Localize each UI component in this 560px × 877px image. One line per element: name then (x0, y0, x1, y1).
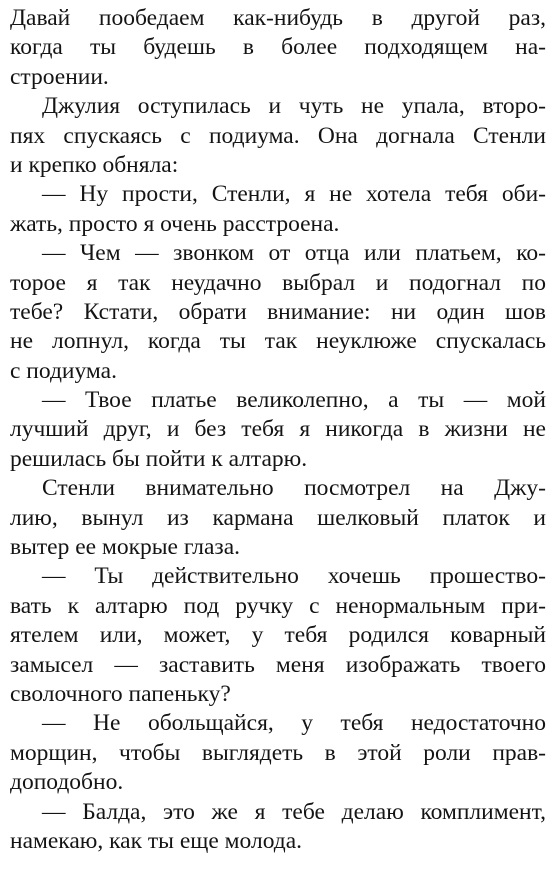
text-line: доподобно. (10, 769, 124, 796)
text-line: — Чем — звонком от отца или платьем, ко- (42, 240, 546, 267)
text-line: вытер ее мокрые глаза. (10, 534, 241, 561)
paragraph-9 (10, 798, 546, 857)
text-line: лучший друг, и без тебя я никогда в жизни не (10, 416, 546, 443)
paragraph-7 (10, 562, 546, 709)
text-line: строении. (10, 63, 109, 90)
paragraph-6 (10, 474, 546, 562)
text-line: — Не обольщайся, у тебя недостаточно (42, 710, 546, 737)
text-line: — Ты действительно хочешь прошество- (42, 563, 546, 590)
text-line: лию, вынул из кармана шелковый платок и (10, 504, 546, 531)
text-line: намекаю, как ты еще молода. (10, 827, 303, 854)
text-line: и крепко обняла: (10, 151, 179, 178)
text-line: — Ну прости, Стенли, я не хотела тебя оби- (42, 181, 546, 208)
text-line: — Твое платье великолепно, а ты — мой (42, 387, 546, 414)
text-line: Джулия оступилась и чуть не упала, второ- (42, 93, 546, 120)
paragraph-5 (10, 386, 546, 474)
paragraph-8 (10, 709, 546, 797)
paragraph-1 (10, 4, 546, 92)
text-line: — Балда, это же я тебе делаю комплимент, (42, 798, 546, 825)
text-line: вать к алтарю под ручку с ненормальным при- (10, 592, 546, 619)
text-line: торое я так неудачно выбрал и подогнал по (10, 269, 546, 296)
text-line: пях спускаясь с подиума. Она догнала Стенли (10, 122, 546, 149)
paragraph-2 (10, 92, 546, 180)
paragraph-3 (10, 180, 546, 239)
text-line: Стенли внимательно посмотрел на Джу- (42, 475, 546, 502)
text-line: Давай пообедаем как-нибудь в другой раз, (10, 5, 546, 31)
text-line: решилась бы пойти к алтарю. (10, 445, 308, 472)
text-line: не лопнул, когда ты так неуклюже спускалась (10, 328, 546, 355)
paragraph-4 (10, 239, 546, 386)
text-line: с подиума. (10, 357, 117, 384)
text-line: когда ты будешь в более подходящем на- (10, 34, 546, 61)
text-line: замысел — заставить меня изображать твоего (10, 651, 546, 678)
text-line: сволочного папеньку? (10, 680, 231, 707)
text-line: морщин, чтобы выглядеть в этой роли прав- (10, 739, 546, 766)
text-line: тебе? Кстати, обрати внимание: ни один шов (10, 298, 546, 325)
text-line: жать, просто я очень расстроена. (10, 210, 340, 237)
text-line: ятелем или, может, у тебя родился коварный (10, 622, 546, 649)
